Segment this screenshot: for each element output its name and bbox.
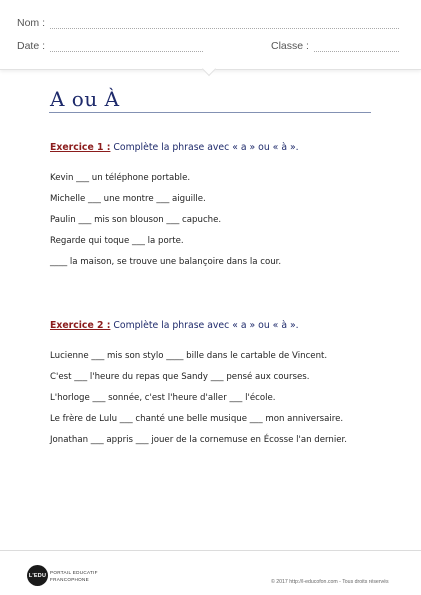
- exercise2-sentence: Lucienne ___ mis son stylo ____ bille dans le cartable de Vincent.: [50, 351, 328, 361]
- exercise2-sentence: L'horloge ___ sonnée, c'est l'heure d'aller ___ l'école.: [50, 393, 276, 403]
- name-field[interactable]: [50, 28, 399, 29]
- exercise2-heading: [50, 320, 299, 331]
- title-underline: [49, 112, 371, 113]
- exercise1-sentence: Michelle ___ une montre ___ aiguille.: [50, 194, 206, 204]
- class-label: Classe :: [271, 40, 309, 52]
- exercise1-sentence: Paulin ___ mis son blouson ___ capuche.: [50, 215, 222, 225]
- exercise2-sentence: C'est ___ l'heure du repas que Sandy ___ pensé aux courses.: [50, 372, 310, 382]
- exercise1-label: Exercice 1 :: [50, 142, 111, 153]
- footer-divider: [0, 550, 421, 551]
- date-label: Date :: [17, 40, 46, 52]
- exercise1-sentence: Kevin ___ un téléphone portable.: [50, 173, 191, 183]
- class-field[interactable]: [314, 51, 399, 52]
- page-title: A ou À: [50, 87, 120, 111]
- logo-line1: PORTAIL EDUCATIF: [50, 570, 98, 575]
- exercise2-sentence: Le frère de Lulu ___ chanté une belle musique ___ mon anniversaire.: [50, 414, 344, 424]
- date-field[interactable]: [50, 51, 203, 52]
- exercise2-label: Exercice 2 :: [50, 320, 111, 331]
- worksheet-header: [0, 0, 421, 70]
- ledu-logo-icon: L'EDU: [27, 565, 48, 586]
- exercise2-instruction: Complète la phrase avec « a » ou « à ».: [113, 320, 299, 331]
- exercise1-sentence: Regarde qui toque ___ la porte.: [50, 236, 184, 246]
- exercise1-heading: [50, 142, 299, 153]
- exercise1-sentence: ____ la maison, se trouve une balançoire dans la cour.: [50, 257, 282, 267]
- exercise2-sentence: Jonathan ___ appris ___ jouer de la cornemuse en Écosse l'an dernier.: [50, 435, 347, 445]
- copyright-text: © 2017 http://l-educofon.com - Tous droits réservés: [271, 579, 389, 585]
- exercise1-instruction: Complète la phrase avec « a » ou « à ».: [113, 142, 299, 153]
- name-label: Nom :: [17, 17, 46, 29]
- logo-line2: FRANCOPHONE: [50, 577, 90, 582]
